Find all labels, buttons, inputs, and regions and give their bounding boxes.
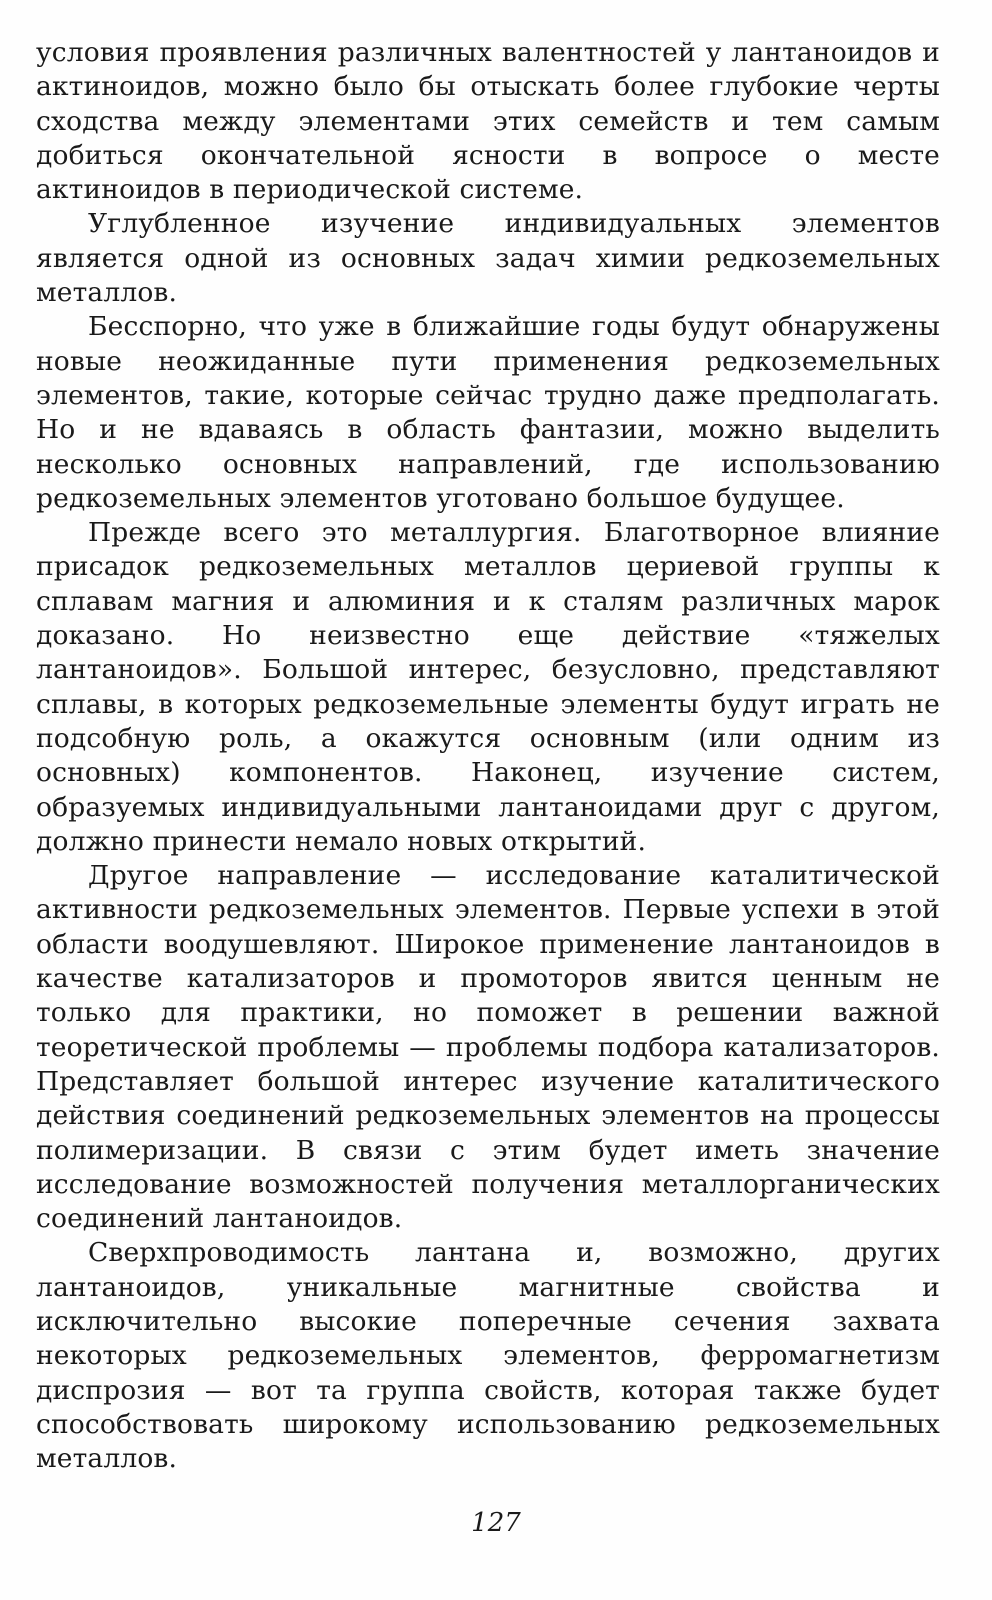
paragraph-continuation: условия проявления различных валентностей у лантаноидов и актиноидов, можно было бы отыскать более глубокие черты сходства между элементами этих семейств и тем самым добиться окончательной ясности в вопросе о месте актиноидов в периодической системе. <box>36 37 940 206</box>
body-text <box>36 36 940 1476</box>
page-number: 127 <box>471 1508 521 1538</box>
paragraph-metallurgy: Прежде всего это металлургия. Благотворное влияние присадок редкоземельных металлов цериевой группы к сплавам магния и алюминия и к сталям различных марок доказано. Но неизвестно еще действие «тяжелых лантаноидов». Большой интерес, безусловно, представляют сплавы, в которых редкоземельные элементы будут играть не подсобную роль, а окажутся основным (или одним из основных) компонентов. Наконец, изучение систем, образуемых индивидуальными лантаноидами друг с другом, должно принести немало новых открытий. <box>36 517 940 857</box>
paragraph-new-applications: Бесспорно, что уже в ближайшие годы будут обнаружены новые неожиданные пути применения редкоземельных элементов, такие, которые сейчас трудно даже предполагать. Но и не вдаваясь в область фантазии, можно выделить несколько основных направлений, где использованию редкоземельных элементов уготовано большое будущее. <box>36 311 940 514</box>
paragraph-study-of-elements: Углубленное изучение индивидуальных элементов является одной из основных задач химии редкоземельных металлов. <box>36 208 940 309</box>
paragraph-catalysis: Другое направление — исследование каталитической активности редкоземельных элементов. Первые успехи в этой области воодушевляют. Широкое применение лантаноидов в качестве катализаторов и промоторов явится ценным не только для практики, но поможет в решении важной теоретической проблемы — проблемы подбора катализаторов. Представляет большой интерес изучение каталитического действия соединений редкоземельных элементов на процессы полимеризации. В связи с этим будет иметь значение исследование возможностей получения металлорганических соединений лантаноидов. <box>36 860 940 1235</box>
paragraph-superconductivity: Сверхпроводимость лантана и, возможно, других лантаноидов, уникальные магнитные свойства и исключительно высокие поперечные сечения захвата некоторых редкоземельных элементов, ферромагнетизм диспрозия — вот та группа свойств, которая также будет способствовать широкому использованию редкоземельных металлов. <box>36 1237 940 1475</box>
